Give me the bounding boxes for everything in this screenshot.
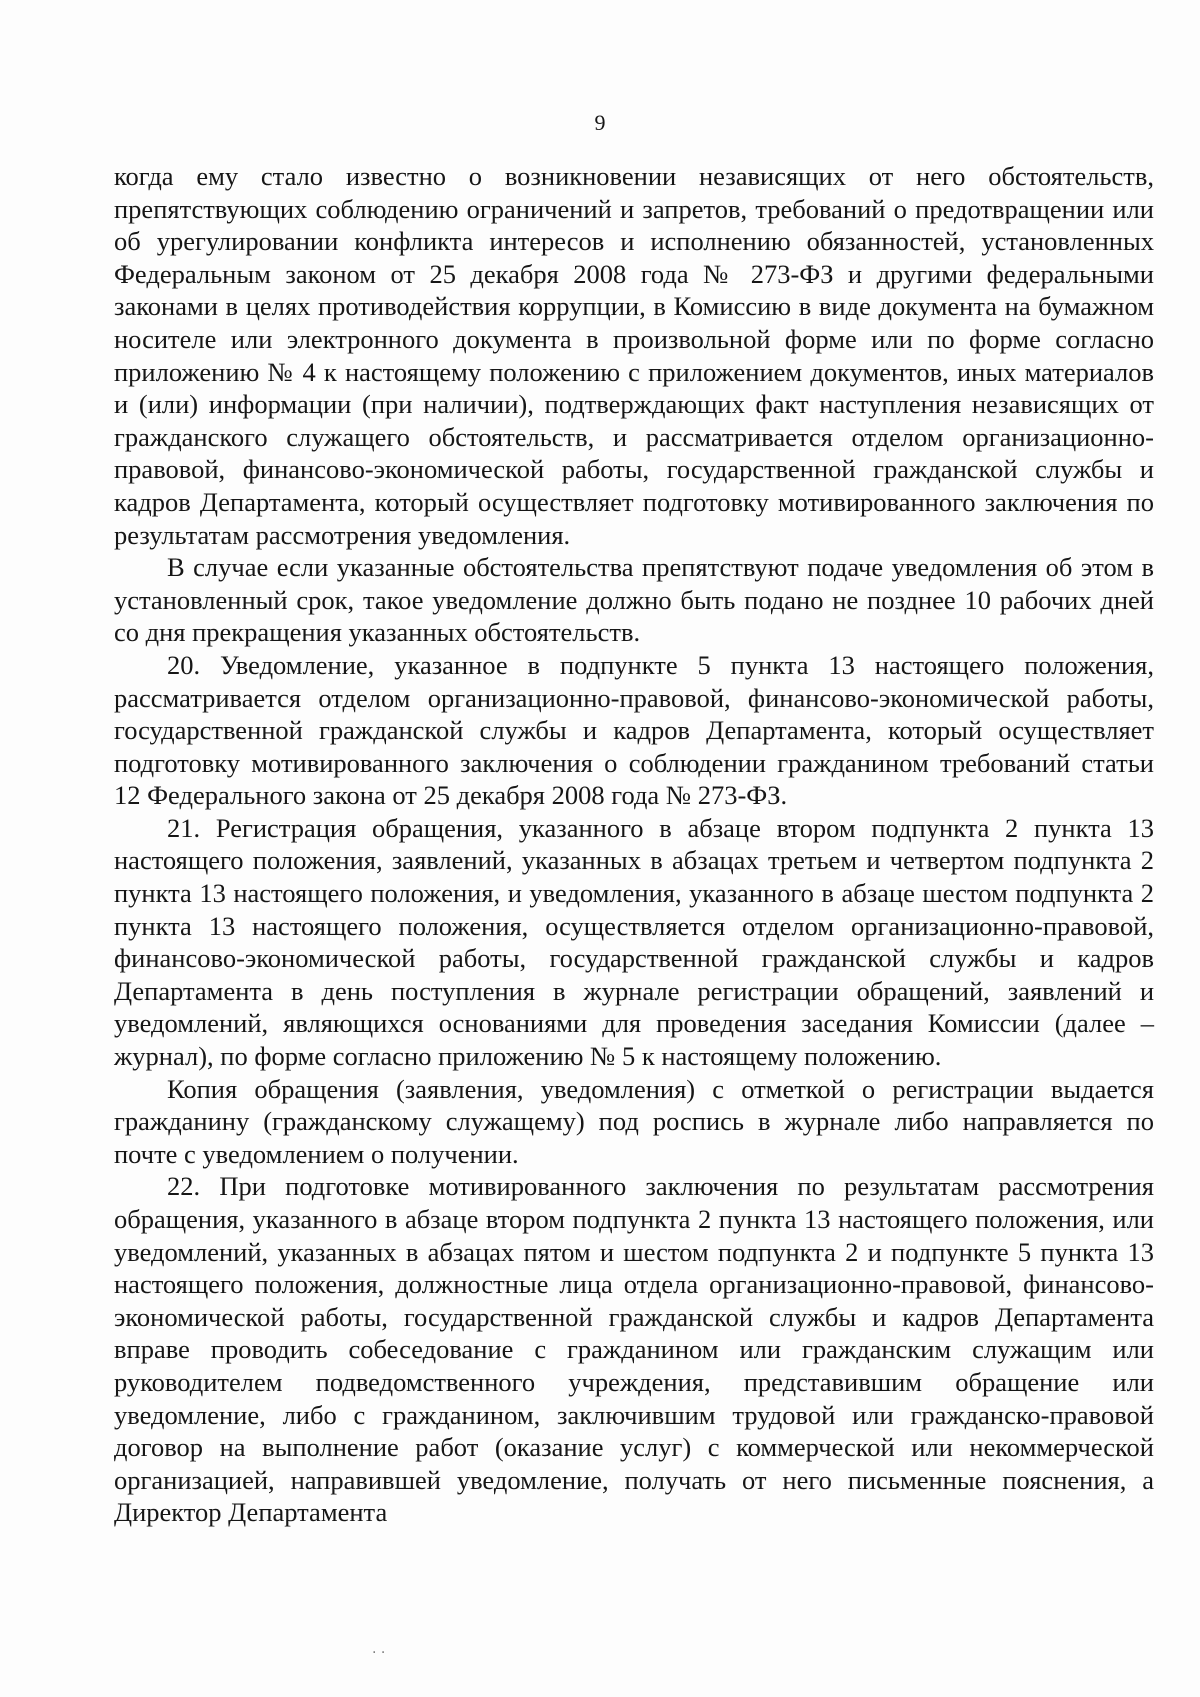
paragraph-copy-issue: Копия обращения (заявления, уведомления) с отметкой о регистрации выдается гражданину (гражданскому служащему) под роспись в журнале либо направляется по почте с уведомлением о получении. — [114, 1073, 1154, 1169]
document-body — [114, 160, 1154, 1529]
page-number: 9 — [594, 110, 606, 135]
paragraph-item-21: 21. Регистрация обращения, указанного в абзаце втором подпункта 2 пункта 13 настоящего положения, заявлений, указанных в абзацах третьем и четвертом подпункта 2 пункта 13 настоящего положения, и уведомления, указанного в абзаце шестом подпункта 2 пункта 13 настоящего положения, осуществляется отделом организационно-правовой, финансово-экономической работы, государственной гражданской службы и кадров Департамента в день поступления в журнале регистрации обращений, заявлений и уведомлений, являющихся основаниями для проведения заседания Комиссии (далее – журнал), по форме согласно приложению № 5 к настоящему положению. — [114, 812, 1154, 1072]
scan-artifact: · · — [372, 1645, 386, 1661]
paragraph-item-20: 20. Уведомление, указанное в подпункте 5 пункта 13 настоящего положения, рассматривается отделом организационно-правовой, финансово-экономической работы, государственной гражданской службы и кадров Департамента, который осуществляет подготовку мотивированного заключения о соблюдении гражданином требований статьи 12 Федерального закона от 25 декабря 2008 года № 273-ФЗ. — [114, 649, 1154, 811]
paragraph-continuation: когда ему стало известно о возникновении независящих от него обстоятельств, препятствующих соблюдению ограничений и запретов, требований о предотвращении или об урегулировании конфликта интересов и исполнению обязанностей, установленных Федеральным законом от 25 декабря 2008 года № 273-ФЗ и другими федеральными законами в целях противодействия коррупции, в Комиссию в виде документа на бумажном носителе или электронного документа в произвольной форме или по форме согласно приложению № 4 к настоящему положению с приложением документов, иных материалов и (или) информации (при наличии), подтверждающих факт наступления независящих от гражданского служащего обстоятельств, и рассматривается отделом организационно-правовой, финансово-экономической работы, государственной гражданской службы и кадров Департамента, который осуществляет подготовку мотивированного заключения по результатам рассмотрения уведомления. — [114, 161, 1154, 550]
paragraph-item-22: 22. При подготовке мотивированного заключения по результатам рассмотрения обращения, указанного в абзаце втором подпункта 2 пункта 13 настоящего положения, или уведомлений, указанных в абзацах пятом и шестом подпункта 2 и подпункте 5 пункта 13 настоящего положения, должностные лица отдела организационно-правовой, финансово-экономической работы, государственной гражданской службы и кадров Департамента вправе проводить собеседование с гражданином или гражданским служащим или руководителем подведомственного учреждения, представившим обращение или уведомление, либо с гражданином, заключившим трудовой или гражданско-правовой договор на выполнение работ (оказание услуг) с коммерческой или некоммерческой организацией, направившей уведомление, получать от него письменные пояснения, а Директор Департамента — [114, 1171, 1154, 1528]
paragraph-notice-deadline: В случае если указанные обстоятельства препятствуют подаче уведомления об этом в установленный срок, такое уведомление должно быть подано не позднее 10 рабочих дней со дня прекращения указанных обстоятельств. — [114, 552, 1154, 648]
